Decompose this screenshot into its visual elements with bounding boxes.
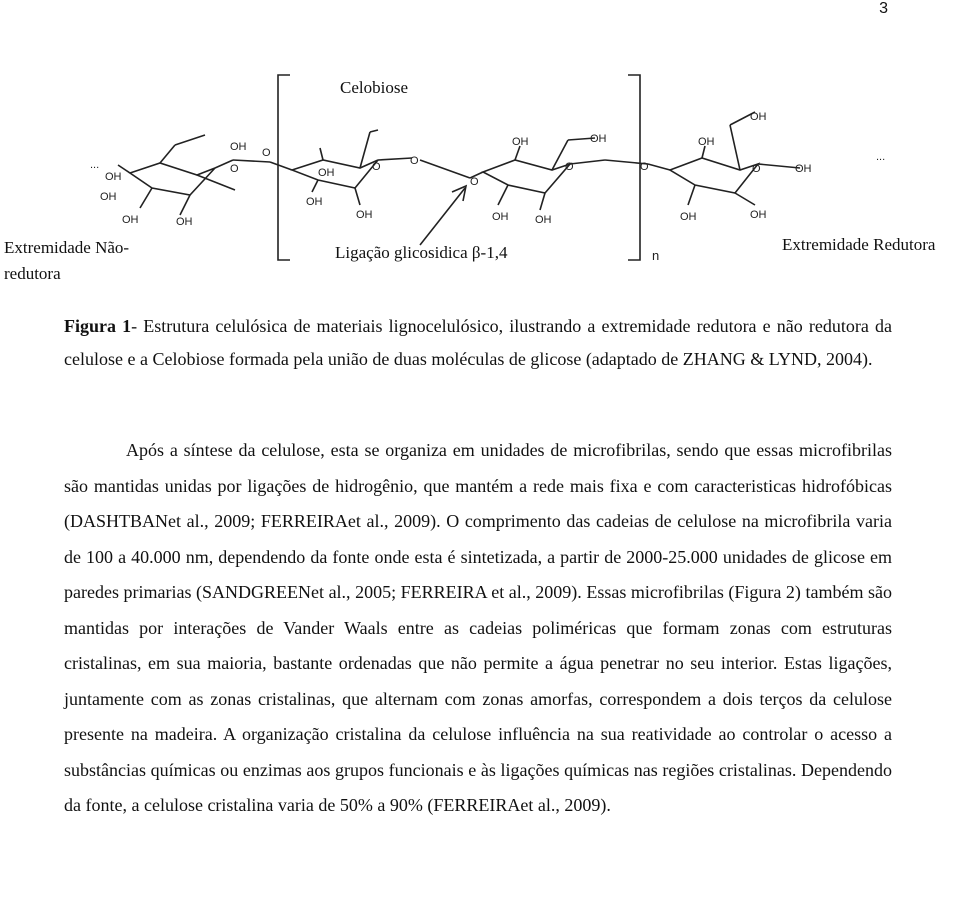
glucose-ring-3 [483, 160, 570, 193]
svg-text:OH: OH [795, 163, 812, 175]
glucose-ring-4 [670, 158, 758, 193]
svg-text:OH: OH [318, 167, 335, 179]
body-text [64, 433, 892, 824]
svg-text:O: O [470, 176, 479, 188]
glucose-ring-1 [130, 163, 215, 195]
svg-text:OH: OH [535, 214, 552, 226]
non-reducing-end-label: Extremidade Não-redutora [4, 238, 130, 283]
svg-text:OH: OH [492, 211, 509, 223]
svg-text:OH: OH [750, 209, 767, 221]
right-bracket [628, 75, 640, 260]
svg-text:O: O [230, 163, 239, 175]
svg-text:O: O [410, 155, 419, 167]
svg-text:OH: OH [590, 133, 607, 145]
cellulose-structure-figure [0, 60, 960, 300]
svg-text:OH: OH [680, 211, 697, 223]
svg-text:O: O [640, 161, 649, 173]
repeat-subscript-n: n [652, 248, 660, 263]
svg-text:OH: OH [356, 209, 373, 221]
svg-text:OH: OH [698, 136, 715, 148]
svg-text:OH: OH [230, 141, 247, 153]
svg-text:OH: OH [105, 171, 122, 183]
figure-caption-text: - Estrutura celulósica de materiais lignocelulósico, ilustrando a extremidade redutora e não redutora da celulose e a Celobiose formada pela união de duas moléculas de glicose (adaptado de ZHANG & LYND, 2004). [64, 316, 892, 369]
ellipsis-right: ... [876, 151, 886, 163]
body-paragraph: Após a síntese da celulose, esta se organiza em unidades de microfibrilas, sendo que essas microfibrilas são mantidas unidas por ligações de hidrogênio, que mantém a rede mais fixa e com caracteristicas hidrofóbicas (DASHTBANet al., 2009; FERREIRAet al., 2009). O comprimento das cadeias de celulose na microfibrila varia de 100 a 40.000 nm, dependendo da fonte onde esta é sintetizada, a partir de 2000-25.000 unidades de glicose em paredes primarias (SANDGREENet al., 2005; FERREIRA et al., 2009). Essas microfibrilas (Figura 2) também são mantidas por interações de Vander Waals entre as cadeias poliméricas que formam zonas com estruturas cristalinas, em sua maioria, bastante ordenadas que não permite a água penetrar no seu interior. Estas ligações, juntamente com as zonas cristalinas, que alternam com zonas amorfas, correspondem a dois terços da celulose presente na madeira. A organização cristalina da celulose influência na sua reatividade ao controlar o acesso a substâncias químicas ou enzimas aos grupos funcionais e às ligações químicas nas regiões cristalinas. Dependendo da fonte, a celulose cristalina varia de 50% a 90% (FERREIRAet al., 2009). [64, 440, 892, 815]
atom-labels [90, 111, 885, 263]
glucose-ring-2 [292, 160, 378, 188]
ellipsis-left: ... [90, 159, 100, 171]
glycosidic-linkage-label: Ligação glicosidica β-1,4 [335, 243, 508, 262]
svg-text:O: O [565, 161, 574, 173]
reducing-end-label: Extremidade Redutora [782, 235, 936, 254]
svg-text:OH: OH [100, 191, 117, 203]
svg-text:OH: OH [750, 111, 767, 123]
svg-text:OH: OH [512, 136, 529, 148]
svg-text:O: O [262, 147, 271, 159]
svg-text:OH: OH [176, 216, 193, 228]
figure-caption [64, 310, 892, 376]
svg-text:O: O [372, 161, 381, 173]
page-number: 3 [879, 0, 888, 17]
svg-text:O: O [752, 163, 761, 175]
figure-caption-title: Figura 1 [64, 316, 132, 336]
svg-text:OH: OH [122, 214, 139, 226]
cellobiose-label: Celobiose [340, 78, 408, 97]
svg-text:OH: OH [306, 196, 323, 208]
